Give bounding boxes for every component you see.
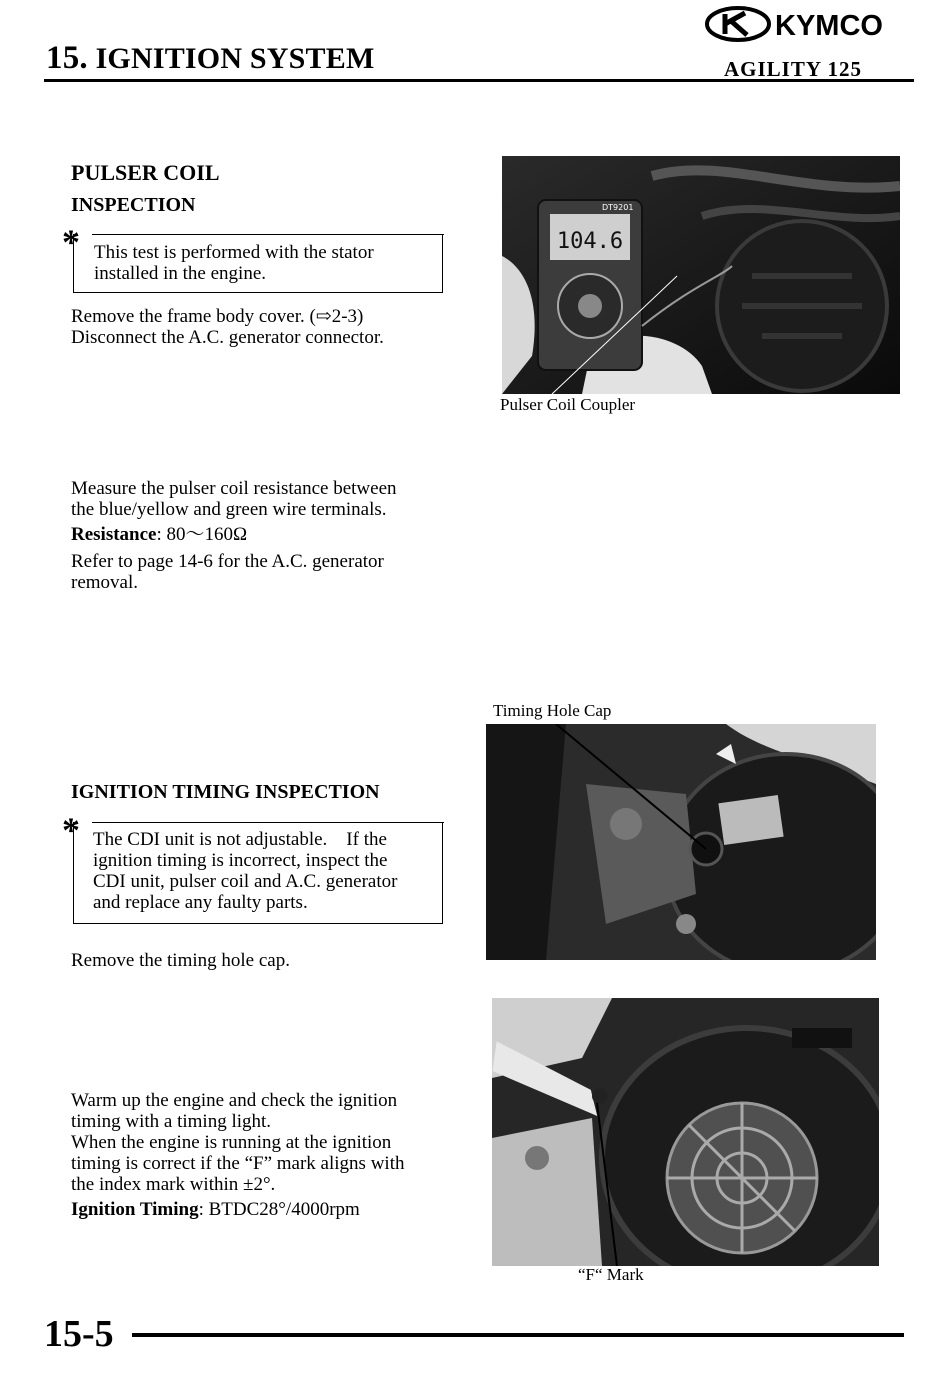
inspection-subtitle: INSPECTION <box>71 194 196 216</box>
note-line: ignition timing is incorrect, inspect the <box>93 850 388 871</box>
note-line: installed in the engine. <box>94 263 267 284</box>
refer-note <box>71 551 384 593</box>
timing-hole-photo <box>486 724 876 960</box>
brand-name: KYMCO <box>775 10 883 42</box>
chapter-title: IGNITION SYSTEM <box>95 42 375 75</box>
model-name: AGILITY 125 <box>724 57 862 81</box>
note-asterisk: * <box>62 810 80 850</box>
refer-line: removal. <box>71 572 139 593</box>
footer-rule <box>132 1333 904 1337</box>
warm-line: timing is correct if the “F” mark aligns with <box>71 1153 405 1174</box>
pulser-coil-title: PULSER COIL <box>71 160 220 185</box>
warm-line: timing with a timing light. <box>71 1111 272 1132</box>
ignition-timing-value: : BTDC28°/4000rpm <box>198 1199 360 1220</box>
f-mark-photo <box>492 998 879 1266</box>
ignition-timing-title: IGNITION TIMING INSPECTION <box>71 781 380 803</box>
meter-model: DT9201 <box>602 203 634 212</box>
note-line: and replace any faulty parts. <box>93 892 308 913</box>
step-line: Remove the frame body cover. (⇨2-3) <box>71 306 364 327</box>
chapter-heading <box>46 40 374 77</box>
remove-cover-step <box>71 306 384 348</box>
note-top-rule <box>92 822 444 823</box>
resistance-spec <box>71 524 247 545</box>
stator-note-text <box>94 242 374 284</box>
note-asterisk: * <box>62 222 80 262</box>
ignition-timing-spec <box>71 1199 360 1220</box>
note-line: CDI unit, pulser coil and A.C. generator <box>93 871 398 892</box>
warm-up-instruction <box>71 1090 404 1195</box>
chapter-number: 15. <box>46 40 88 76</box>
measure-instruction <box>71 478 397 520</box>
note-line: This test is performed with the stator <box>94 242 374 263</box>
remove-cap-step: Remove the timing hole cap. <box>71 950 290 971</box>
step-line: Disconnect the A.C. generator connector. <box>71 327 384 348</box>
resistance-value: : 80～160Ω <box>156 524 248 545</box>
pulser-coil-coupler-caption: Pulser Coil Coupler <box>500 395 636 414</box>
cdi-note-text <box>93 829 397 913</box>
warm-line: When the engine is running at the ignition <box>71 1132 392 1153</box>
measure-line: Measure the pulser coil resistance between <box>71 478 397 499</box>
page-number: 15-5 <box>44 1313 114 1355</box>
f-mark-caption: “F“ Mark <box>578 1265 644 1284</box>
refer-line: Refer to page 14-6 for the A.C. generator <box>71 551 384 572</box>
warm-line: Warm up the engine and check the ignition <box>71 1090 398 1111</box>
warm-line: the index mark within ±2°. <box>71 1174 276 1195</box>
note-line: The CDI unit is not adjustable. If the <box>93 829 387 850</box>
note-top-rule <box>92 234 444 235</box>
resistance-label: Resistance <box>71 524 157 545</box>
measure-line: the blue/yellow and green wire terminals. <box>71 499 387 520</box>
meter-reading: 104.6 <box>556 229 624 254</box>
multimeter-photo <box>502 156 900 394</box>
ignition-timing-label: Ignition Timing <box>71 1199 199 1220</box>
kymco-logo <box>705 6 919 42</box>
timing-hole-cap-caption: Timing Hole Cap <box>493 701 612 720</box>
